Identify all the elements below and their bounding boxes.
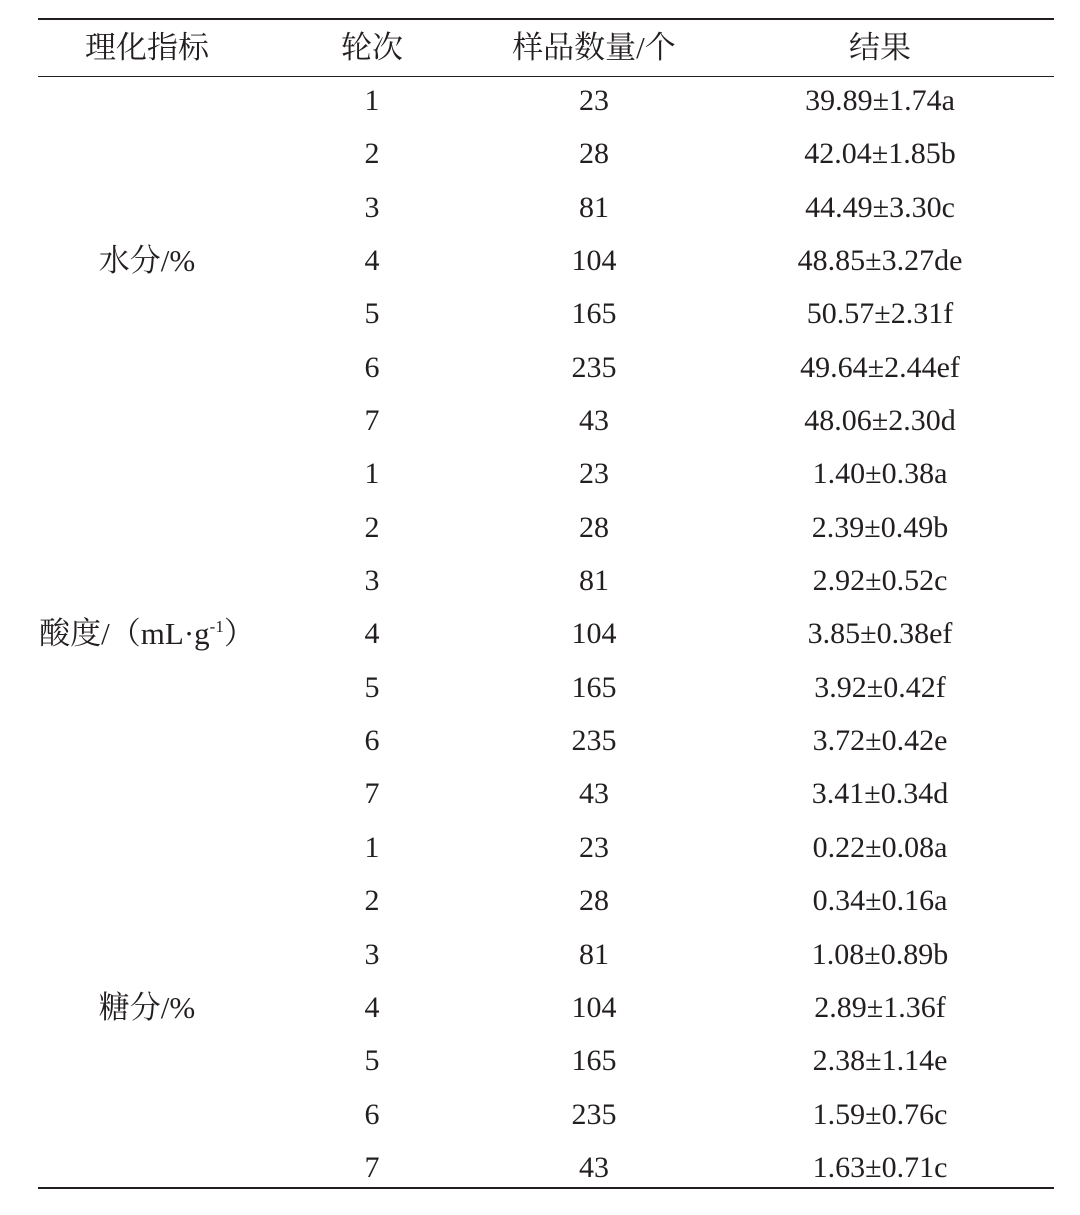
count-cell: 81 [579,937,609,971]
round-cell: 2 [364,137,380,171]
count-cell: 104 [571,244,617,278]
count-cell: 104 [571,990,617,1024]
group-label-sugar: 糖分/% [98,989,196,1025]
header-result: 结果 [849,30,911,65]
round-cell: 6 [364,1097,380,1131]
round-cell: 6 [364,350,380,384]
result-cell: 2.39±0.49b [811,510,949,544]
count-cell: 165 [571,670,617,704]
result-cell: 1.08±0.89b [811,937,949,971]
header-sample-count: 样品数量/个 [512,30,676,65]
round-cell: 7 [364,404,380,438]
round-cell: 7 [364,1150,380,1184]
group-label-acidity-close: ） [223,616,255,652]
round-cell: 4 [364,244,380,278]
count-cell: 235 [571,724,617,758]
table-row [0,714,1080,767]
table-row [0,287,1080,340]
count-cell: 23 [579,457,609,491]
result-cell: 3.92±0.42f [814,670,946,704]
result-cell: 50.57±2.31f [806,297,954,331]
count-cell: 81 [579,190,609,224]
count-cell: 28 [579,510,609,544]
count-cell: 165 [571,1044,617,1078]
result-cell: 1.40±0.38a [812,457,948,491]
result-cell: 3.72±0.42e [812,724,948,758]
round-cell: 5 [364,297,380,331]
table-row [0,1088,1080,1141]
round-cell: 1 [364,830,380,864]
table-bottom-rule [38,1187,1054,1189]
header-round: 轮次 [341,30,403,65]
round-cell: 6 [364,724,380,758]
table-row [0,447,1080,500]
count-cell: 43 [579,1150,609,1184]
result-cell: 0.22±0.08a [812,830,948,864]
table-row [0,607,1080,660]
table-body [0,74,1080,1194]
table-row [0,341,1080,394]
count-cell: 43 [579,404,609,438]
count-cell: 28 [579,137,609,171]
round-cell: 3 [364,190,380,224]
group-sugar [0,821,1080,1194]
round-cell: 4 [364,990,380,1024]
result-cell: 2.38±1.14e [812,1044,948,1078]
result-cell: 2.92±0.52c [812,564,948,598]
count-cell: 165 [571,297,617,331]
table-row [0,874,1080,927]
result-cell: 39.89±1.74a [805,84,955,117]
table-row [0,181,1080,234]
round-cell: 3 [364,564,380,598]
result-cell: 48.85±3.27de [797,244,963,278]
count-cell: 235 [571,1097,617,1131]
result-cell: 3.85±0.38ef [807,617,953,651]
group-moisture [0,74,1080,447]
table-row [0,1034,1080,1087]
group-label-acidity-text: 酸度/（mL·g [39,616,210,652]
group-label-moisture: 水分/% [98,243,196,279]
count-cell: 43 [579,777,609,811]
count-cell: 23 [579,84,609,117]
table-header [0,20,1080,76]
count-cell: 23 [579,830,609,864]
table-row [0,981,1080,1034]
header-indicator: 理化指标 [85,30,209,65]
round-cell: 5 [364,670,380,704]
result-cell: 48.06±2.30d [804,404,956,438]
group-acidity [0,447,1080,820]
table-row [0,501,1080,554]
round-cell: 3 [364,937,380,971]
table-row [0,127,1080,180]
result-cell: 1.63±0.71c [812,1150,948,1184]
table-row [0,74,1080,127]
result-cell: 44.49±3.30c [805,190,955,224]
result-cell: 49.64±2.44ef [800,350,960,384]
table-row [0,554,1080,607]
group-label-acidity-sup: -1 [209,617,224,637]
round-cell: 2 [364,884,380,918]
table-row [0,394,1080,447]
count-cell: 28 [579,884,609,918]
round-cell: 2 [364,510,380,544]
round-cell: 5 [364,1044,380,1078]
table-row [0,928,1080,981]
round-cell: 4 [364,617,380,651]
count-cell: 104 [571,617,617,651]
count-cell: 235 [571,350,617,384]
count-cell: 81 [579,564,609,598]
result-cell: 42.04±1.85b [804,137,956,171]
table-row [0,234,1080,287]
result-cell: 0.34±0.16a [812,884,948,918]
round-cell: 7 [364,777,380,811]
table-row [0,767,1080,820]
round-cell: 1 [364,457,380,491]
group-label-acidity [38,607,256,660]
result-cell: 1.59±0.76c [812,1097,948,1131]
table-row [0,821,1080,874]
result-cell: 3.41±0.34d [811,777,949,811]
table-row [0,661,1080,714]
result-cell: 2.89±1.36f [814,990,946,1024]
round-cell: 1 [364,84,380,117]
